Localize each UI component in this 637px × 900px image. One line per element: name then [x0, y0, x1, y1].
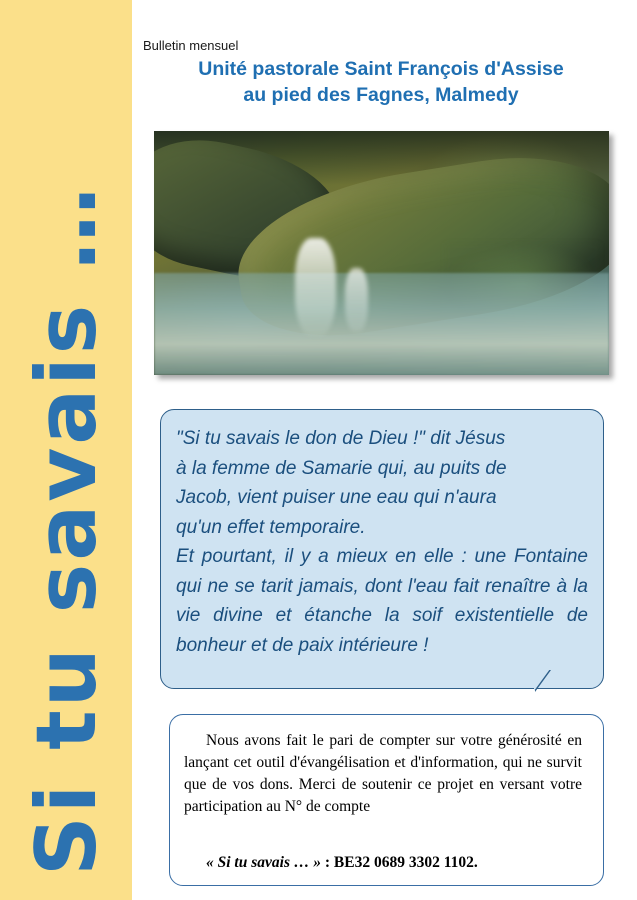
photo-waterfall-secondary: [345, 268, 368, 331]
quote-line-2: à la femme de Samarie qui, au puits de: [176, 457, 507, 479]
donation-account-line: [206, 854, 586, 872]
masthead-line-1: Unité pastorale Saint François d'Assise: [198, 58, 564, 80]
quote-line-3: Jacob, vient puiser une eau qui n'aura: [176, 487, 497, 508]
quote-text: [176, 424, 588, 660]
photo-waterfall: [295, 238, 336, 336]
vertical-masthead-title: Si tu savais …: [17, 183, 115, 876]
donation-account-number: : BE32 0689 3302 1102.: [320, 854, 478, 871]
quote-paragraph-2: Et pourtant, il y a mieux en elle : une Fontaine qui ne se tarit jamais, dont l'eau fait renaître à la vie divine et étanche la soif existentielle de bonheur et de paix intérieure !: [176, 546, 588, 656]
photo-illustration: [154, 131, 609, 375]
donation-account-label: « Si tu savais … »: [206, 854, 321, 871]
quote-callout-tail: [534, 669, 550, 691]
donation-text: [184, 730, 582, 818]
left-yellow-band: [0, 0, 132, 900]
content-column: [132, 0, 637, 900]
bulletin-label: Bulletin mensuel: [143, 38, 239, 53]
photo-water-pool: [154, 273, 609, 375]
masthead-line-2: au pied des Fagnes, Malmedy: [243, 84, 519, 106]
masthead: [146, 56, 616, 108]
donation-paragraph: Nous avons fait le pari de compter sur votre générosité en lançant cet outil d'évangélisation et d'information, qui ne survit que de vos dons. Merci de soutenir ce projet en versant votre participation au N° de compte: [184, 732, 582, 815]
quote-line-1: "Si tu savais le don de Dieu !" dit Jésus: [176, 428, 506, 449]
header-photo: [154, 131, 609, 375]
quote-line-4: qu'un effet temporaire.: [176, 516, 366, 538]
